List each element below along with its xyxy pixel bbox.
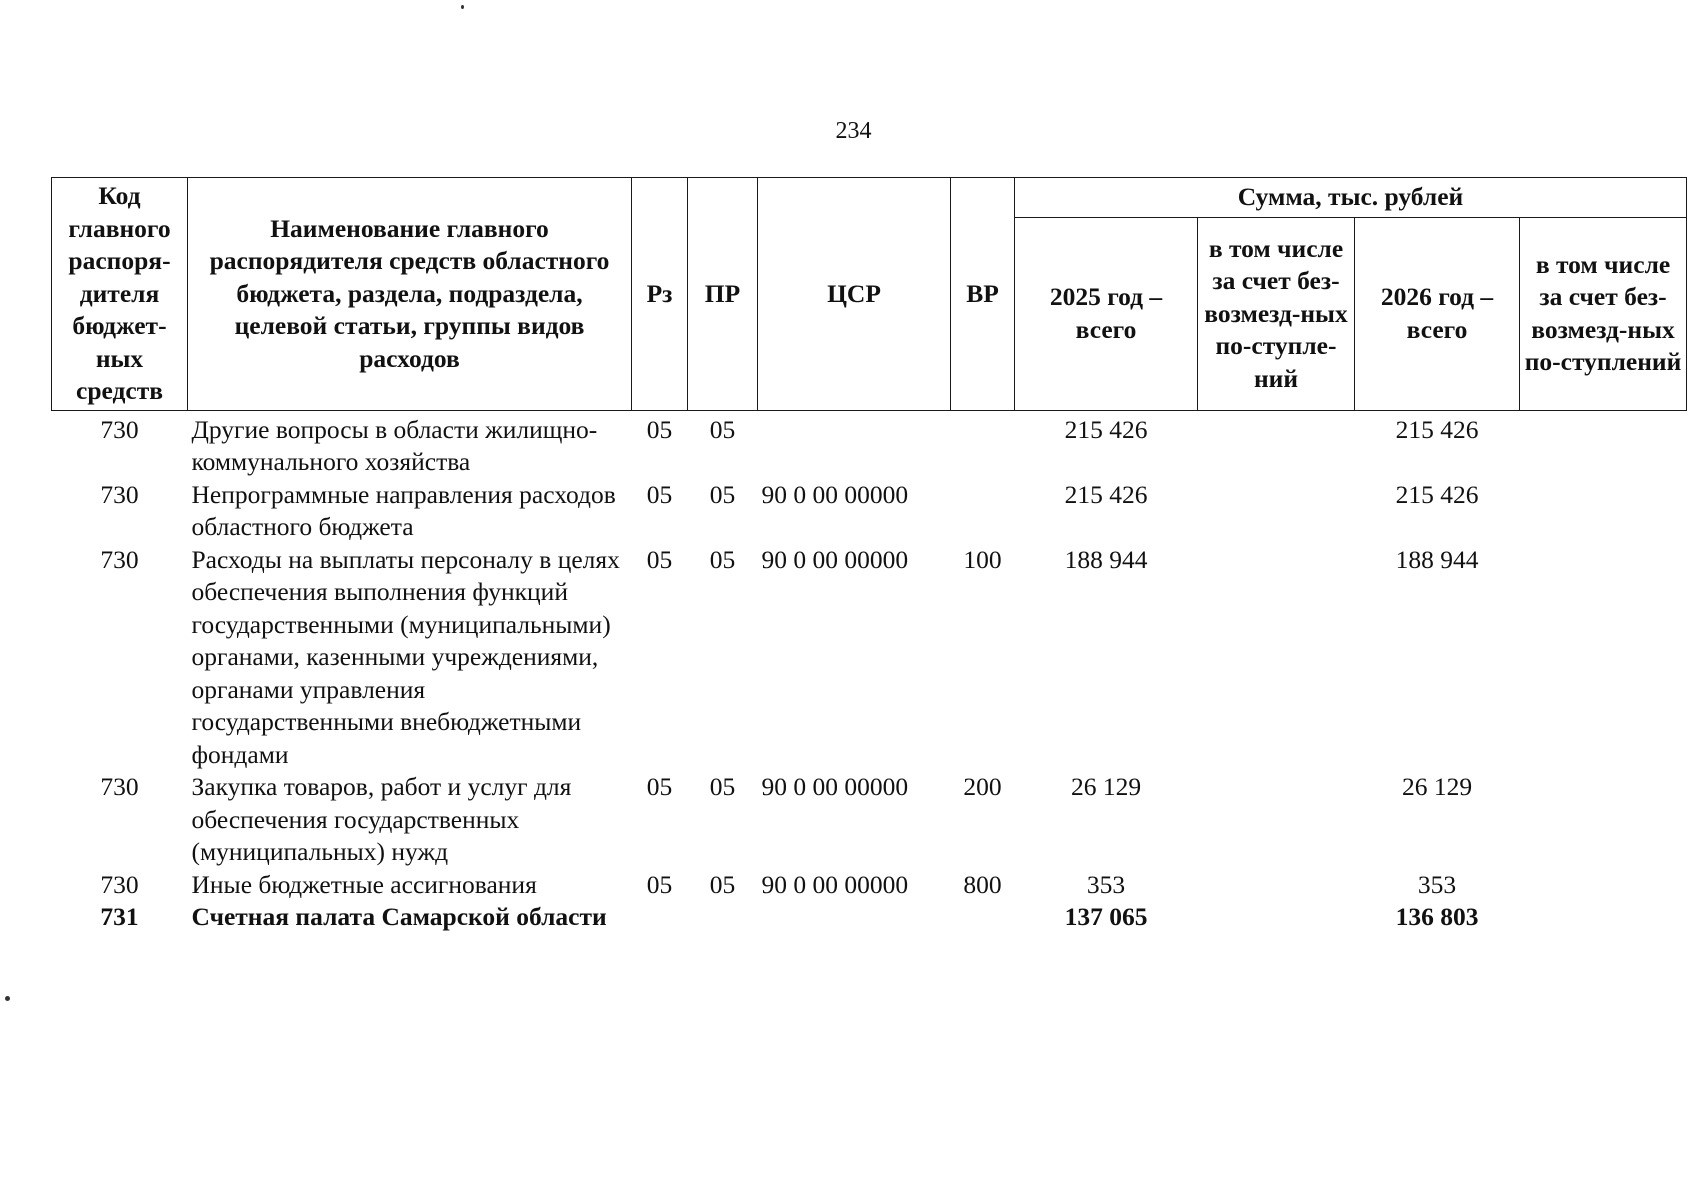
cell-2025-gratuitous xyxy=(1198,544,1355,772)
cell-2026-gratuitous xyxy=(1520,479,1687,544)
header-vr: ВР xyxy=(951,178,1015,411)
cell-rz: 05 xyxy=(646,544,673,574)
cell-csr: 90 0 00 00000 xyxy=(761,544,909,574)
table-row xyxy=(52,771,1687,869)
header-2025-gratuitous: в том числе за счет без-возмезд-ных по-ступле-ний xyxy=(1198,218,1355,411)
cell-pr: 05 xyxy=(709,772,736,801)
header-pr: ПР xyxy=(688,178,758,411)
cell-rz: 05 xyxy=(646,772,673,801)
header-2026-gratuitous: в том числе за счет без-возмезд-ных по-ступлений xyxy=(1520,218,1687,411)
cell-2025-total: 137 065 xyxy=(1064,902,1148,931)
scan-speck xyxy=(5,996,10,1001)
cell-2025-gratuitous xyxy=(1198,479,1355,544)
table-body xyxy=(52,410,1687,934)
table-row xyxy=(52,869,1687,902)
cell-name: Счетная палата Самарской области xyxy=(191,902,607,931)
cell-2026-total: 26 129 xyxy=(1401,772,1473,801)
cell-vr: 800 xyxy=(963,869,1002,899)
cell-2025-gratuitous xyxy=(1198,410,1355,479)
cell-2025-total: 215 426 xyxy=(1064,414,1148,444)
cell-name: Другие вопросы в области жилищно-коммунального хозяйства xyxy=(191,414,598,476)
cell-vr xyxy=(951,410,1015,479)
cell-2025-total: 215 426 xyxy=(1064,479,1148,509)
cell-csr: 90 0 00 00000 xyxy=(761,772,909,801)
scan-speck xyxy=(461,5,464,9)
cell-name: Расходы на выплаты персоналу в целях обеспечения выполнения функций государственными (муниципальными) органами, казенными учреждениями, органами управления государственными внебюджетными фондами xyxy=(191,544,620,769)
cell-2026-total: 136 803 xyxy=(1395,902,1479,931)
cell-vr xyxy=(951,901,1015,934)
cell-code: 730 xyxy=(100,414,139,444)
budget-table xyxy=(51,177,1687,934)
cell-2025-total: 353 xyxy=(1086,869,1126,899)
cell-vr xyxy=(951,479,1015,544)
cell-code: 730 xyxy=(100,772,139,801)
header-rz: Рз xyxy=(632,178,688,411)
page-number: 234 xyxy=(835,118,872,144)
cell-csr: 90 0 00 00000 xyxy=(761,869,909,899)
cell-2025-total: 26 129 xyxy=(1070,772,1142,801)
header-2025-total: 2025 год – всего xyxy=(1015,218,1198,411)
cell-name: Закупка товаров, работ и услуг для обеспечения государственных (муниципальных) нужд xyxy=(191,772,572,866)
table-row xyxy=(52,479,1687,544)
cell-2026-total: 353 xyxy=(1417,869,1457,899)
cell-pr: 05 xyxy=(709,414,736,444)
table-row xyxy=(52,901,1687,934)
cell-2025-gratuitous xyxy=(1198,901,1355,934)
cell-2026-gratuitous xyxy=(1520,410,1687,479)
cell-rz: 05 xyxy=(646,479,673,509)
cell-name: Непрограммные направления расходов областного бюджета xyxy=(191,479,616,541)
cell-csr xyxy=(758,410,951,479)
cell-pr xyxy=(688,901,758,934)
cell-code: 730 xyxy=(100,869,139,899)
cell-name: Иные бюджетные ассигнования xyxy=(191,869,537,899)
header-csr: ЦСР xyxy=(758,178,951,411)
cell-vr: 100 xyxy=(963,544,1002,574)
header-2026-total: 2026 год – всего xyxy=(1355,218,1520,411)
cell-2025-gratuitous xyxy=(1198,771,1355,869)
cell-2026-gratuitous xyxy=(1520,771,1687,869)
cell-code: 730 xyxy=(100,479,139,509)
cell-pr: 05 xyxy=(709,544,736,574)
cell-rz: 05 xyxy=(646,414,673,444)
cell-csr: 90 0 00 00000 xyxy=(761,479,909,509)
header-name: Наименование главного распорядителя средств областного бюджета, раздела, подраздела, целевой статьи, группы видов расходов xyxy=(188,178,632,411)
header-sum: Сумма, тыс. рублей xyxy=(1015,178,1687,218)
cell-2026-gratuitous xyxy=(1520,901,1687,934)
cell-csr xyxy=(758,901,951,934)
cell-2025-total: 188 944 xyxy=(1064,544,1148,574)
cell-rz: 05 xyxy=(646,869,673,899)
cell-2026-total: 215 426 xyxy=(1395,479,1479,509)
cell-2026-total: 188 944 xyxy=(1395,544,1479,574)
table-row xyxy=(52,410,1687,479)
cell-2025-gratuitous xyxy=(1198,869,1355,902)
table-row xyxy=(52,544,1687,772)
cell-code: 731 xyxy=(100,902,139,931)
cell-2026-gratuitous xyxy=(1520,869,1687,902)
header-code: Код главного распоря-дителя бюджет-ных средств xyxy=(52,178,188,411)
cell-2026-total: 215 426 xyxy=(1395,414,1479,444)
cell-code: 730 xyxy=(100,544,139,574)
cell-2026-gratuitous xyxy=(1520,544,1687,772)
cell-rz xyxy=(632,901,688,934)
cell-pr: 05 xyxy=(709,479,736,509)
cell-pr: 05 xyxy=(709,869,736,899)
cell-vr: 200 xyxy=(963,772,1002,801)
